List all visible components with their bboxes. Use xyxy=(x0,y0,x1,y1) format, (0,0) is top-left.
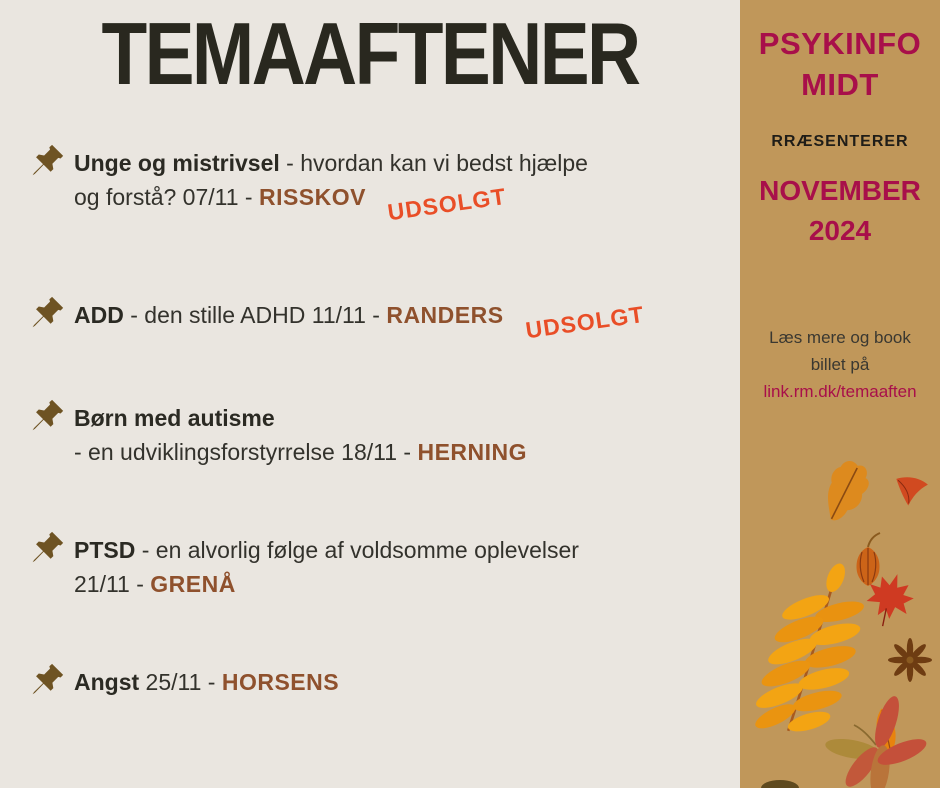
event-item xyxy=(28,665,339,699)
event-title: Børn med autisme xyxy=(74,405,275,431)
star-anise-icon xyxy=(888,638,932,682)
month-line-2: 2024 xyxy=(808,215,872,247)
event-line xyxy=(74,180,588,226)
presents-label: RRÆSENTERER xyxy=(771,132,909,150)
event-line xyxy=(74,401,527,435)
event-description: 21/11 - xyxy=(74,571,151,597)
brand-title xyxy=(740,24,940,106)
event-location: RANDERS xyxy=(386,302,504,328)
pushpin-icon xyxy=(28,294,66,332)
pushpin-icon xyxy=(28,661,66,699)
event-item xyxy=(28,401,527,469)
rowan-leaf-icon xyxy=(745,550,880,752)
event-description: 25/11 - xyxy=(139,669,222,695)
sidebar-panel xyxy=(740,0,940,788)
brand-line-2: MIDT xyxy=(801,66,879,102)
event-description: - en udviklingsforstyrrelse 18/11 - xyxy=(74,439,418,465)
booking-info-line-1: Læs mere og book xyxy=(769,328,911,347)
event-line xyxy=(74,146,588,180)
event-line xyxy=(74,567,579,601)
booking-link: link.rm.dk/temaaften xyxy=(763,382,917,402)
pushpin-icon xyxy=(28,529,66,567)
event-location: HORSENS xyxy=(221,669,340,695)
event-description: og forstå? 07/11 - xyxy=(74,184,259,210)
event-line xyxy=(74,298,646,344)
event-text xyxy=(74,298,646,344)
pushpin-icon xyxy=(28,142,66,180)
month-title xyxy=(740,171,940,252)
physalis-icon xyxy=(856,533,880,586)
event-title: ADD xyxy=(74,302,124,328)
event-title: PTSD xyxy=(74,537,136,563)
brand-line-1: PSYKINFO xyxy=(758,26,922,61)
event-location: HERNING xyxy=(417,439,528,465)
event-item xyxy=(28,146,588,226)
page-title: TEMAAFTENER xyxy=(101,4,639,103)
event-title: Unge og mistrivsel xyxy=(74,150,280,176)
clipped-leaf-icon xyxy=(761,780,799,788)
event-location: RISSKOV xyxy=(258,184,366,210)
sold-out-badge: UDSOLGT xyxy=(523,300,646,344)
event-line xyxy=(74,665,339,699)
event-line xyxy=(74,533,579,567)
oak-leaf-icon xyxy=(809,454,880,527)
event-description: - hvordan kan vi bedst hjælpe xyxy=(279,150,588,176)
event-text xyxy=(74,665,339,699)
event-item xyxy=(28,533,579,601)
event-text xyxy=(74,401,527,469)
event-description: - den stille ADHD 11/11 - xyxy=(123,302,387,328)
sold-out-badge: UDSOLGT xyxy=(385,182,508,226)
red-leaf-fragment-icon xyxy=(891,474,929,509)
event-description: - en alvorlig følge af voldsomme oplevelser xyxy=(135,537,579,563)
event-item xyxy=(28,298,646,344)
pushpin-icon xyxy=(28,397,66,435)
month-line-1: NOVEMBER xyxy=(759,174,921,206)
event-location: GRENÅ xyxy=(150,571,236,597)
event-title: Angst xyxy=(74,669,140,695)
booking-info xyxy=(740,324,940,406)
event-text xyxy=(74,146,588,226)
autumn-leaves-illustration xyxy=(740,430,940,788)
event-line xyxy=(74,435,527,469)
five-lobed-leaf-icon xyxy=(824,694,930,788)
event-text xyxy=(74,533,579,601)
booking-info-line-2: billet på xyxy=(810,355,870,375)
